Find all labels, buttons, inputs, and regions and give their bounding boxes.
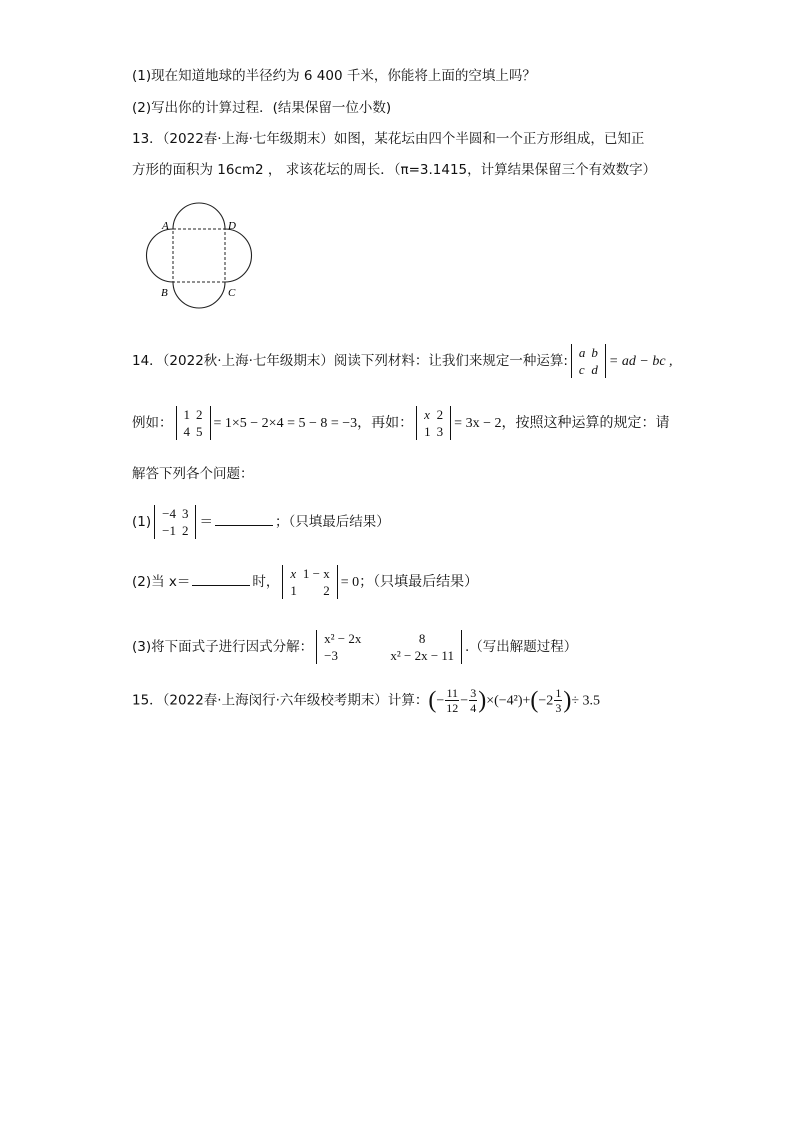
part2-determinant: x 1 − x 1 2: [282, 565, 337, 599]
q14-intro: 14．（2022秋·上海·七年级期末）阅读下列材料：让我们来规定一种运算:: [132, 353, 568, 369]
q15-intro: 15．（2022春·上海闵行·六年级校考期末）计算：: [132, 692, 429, 709]
part3-tail: .（写出解题过程）: [464, 639, 578, 655]
part1-answer-blank[interactable]: [215, 511, 273, 526]
part2-label: (2)当 x＝: [132, 574, 191, 590]
label-a: A: [162, 220, 169, 232]
minus-sign: −: [436, 693, 445, 709]
q14-continue: 解答下列各个问题：: [132, 466, 254, 482]
open-paren: (: [428, 687, 437, 714]
part1-equals: ＝: [199, 514, 213, 530]
q14-part2: [132, 565, 478, 599]
q13-line2: 方形的面积为 16cm2 ， 求该花坛的周长．（π=3.1415，计算结果保留三个有效数字）: [132, 162, 657, 178]
label-b: B: [161, 287, 168, 299]
fraction-3-4: $\frac{3}{4}$: [470, 686, 477, 715]
q15-line: [132, 686, 600, 715]
example-label: 例如：: [132, 415, 173, 431]
q13-line1: 13．（2022春·上海·七年级期末）如图，某花坛由四个半圆和一个正方形组成，已知正: [132, 131, 645, 147]
fraction-1-3: $\frac{1}{3}$: [555, 686, 562, 715]
part1-determinant: −4 3 −1 2: [154, 505, 196, 539]
q14-example-line: [132, 406, 669, 440]
example2-determinant: x 2 1 3: [416, 406, 451, 440]
label-c: C: [228, 287, 236, 299]
part2-mid: 时，: [252, 574, 280, 590]
open-paren-2: (: [530, 687, 539, 714]
mixed-whole: −2: [538, 693, 554, 709]
part3-label: (3)将下面式子进行因式分解：: [132, 639, 314, 655]
square-dashed: [173, 229, 225, 282]
part2-answer-blank[interactable]: [192, 571, 250, 586]
minus-sign-2: −: [460, 693, 469, 709]
q12-part1: (1)现在知道地球的半径约为 6 400 千米，你能将上面的空填上吗？: [132, 68, 536, 84]
part3-determinant: x² − 2x 8 −3 x² − 2x − 11: [316, 630, 462, 664]
q12-part2: (2)写出你的计算过程．(结果保留一位小数): [132, 100, 392, 116]
q14-part3: [132, 630, 577, 664]
def-determinant: a b c d: [571, 344, 606, 378]
flower-bed-figure: [140, 200, 260, 310]
example2-rhs: = 3x − 2，按照这种运算的规定：请: [454, 416, 670, 431]
close-paren-2: ): [563, 687, 572, 714]
q14-part1: [132, 505, 390, 539]
def-rhs: = ad − bc ,: [608, 354, 673, 369]
example1-determinant: 1 2 4 5: [176, 406, 211, 440]
q15-tail: ÷ 3.5: [571, 693, 600, 709]
fraction-11-12: $\frac{11}{12}$: [446, 686, 459, 715]
q15-mid: ×(−4²)+: [486, 693, 531, 709]
part2-tail: = 0；（只填最后结果）: [340, 575, 479, 590]
part1-label: (1): [132, 514, 152, 530]
q14-intro-line: [132, 344, 673, 378]
part1-tail: ；（只填最后结果）: [274, 514, 390, 530]
example1-rhs: = 1×5 − 2×4 = 5 − 8 = −3，再如：: [213, 416, 414, 431]
label-d: D: [228, 220, 236, 232]
close-paren: ): [478, 687, 487, 714]
